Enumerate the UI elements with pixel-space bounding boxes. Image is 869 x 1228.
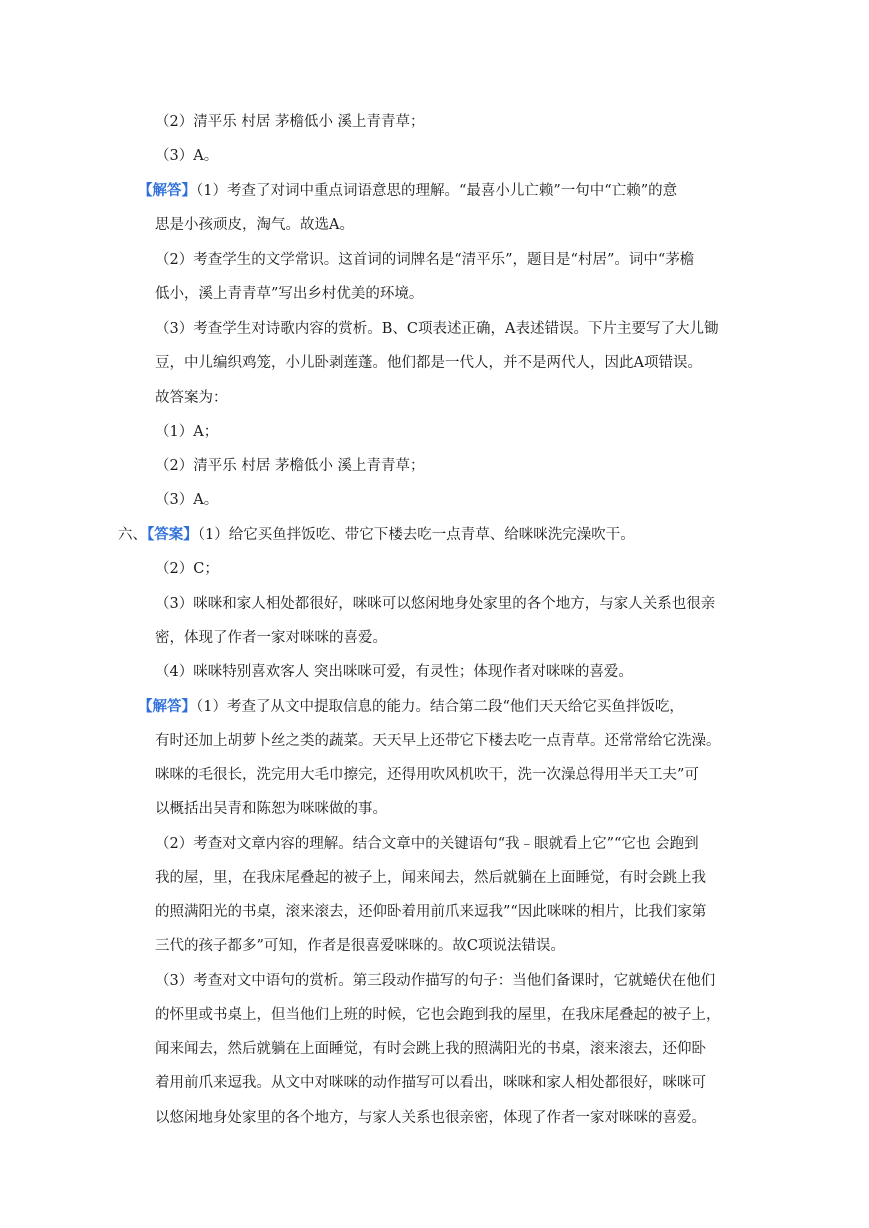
analysis-text-line: （2）考查学生的文学常识。这首词的词牌名是“清平乐”，题目是“村居”。词中“茅檐 (155, 252, 695, 268)
section-number: 六、 (118, 527, 147, 543)
analysis-paragraph-1 (138, 181, 677, 201)
analysis-text-line: 闻来闻去，然后就躺在上面睡觉，有时会跳上我的照满阳光的书桌，滚来滚去，还仰卧 (155, 1041, 706, 1057)
analysis-text-line: 咪咪的毛很长，洗完用大毛巾擦完，还得用吹风机吹干，洗一次澡总得用半天工夫”可 (155, 767, 699, 783)
analysis-text-line: 有时还加上胡萝卜丝之类的蔬菜。天天早上还带它下楼去吃一点青草。还常常给它洗澡。 (155, 733, 721, 749)
analysis-text-line: 思是小孩顽皮，淘气。故选A。 (155, 217, 354, 233)
analysis-text-line: 三代的孩子都多”可知，作者是很喜爱咪咪的。故C项说法错误。 (155, 938, 566, 954)
analysis-text-line: 的照满阳光的书桌，滚来滚去，还仰卧着用前爪来逗我”“因此咪咪的相片，比我们家第 (155, 904, 707, 920)
analysis-text: （1）考查了从文中提取信息的能力。结合第二段“他们天天给它买鱼拌饭吃， (196, 699, 684, 715)
analysis-text-line: 我的屋，里，在我床尾叠起的被子上，闻来闻去，然后就躺在上面睡觉，有时会跳上我 (155, 870, 706, 886)
analysis-text-line: 低小，溪上青青草”写出乡村优美的环境。 (155, 286, 424, 302)
section6-answer-3: （3）咪咪和家人相处都很好，咪咪可以悠闲地身处家里的各个地方，与家人关系也很亲 (155, 596, 716, 612)
analysis-text-line: 以悠闲地身处家里的各个地方，与家人关系也很亲密，体现了作者一家对咪咪的喜爱。 (155, 1110, 706, 1126)
analysis-text-line: 以概括出吴青和陈恕为咪咪做的事。 (155, 801, 387, 817)
analysis-tag: 【解答】 (138, 698, 196, 715)
section6-answer-line (118, 525, 635, 545)
analysis-text-line: （3）考查学生对诗歌内容的赏析。B、C项表述正确，A表述错误。下片主要写了大儿锄 (155, 321, 719, 337)
final-answer-2: （2）清平乐 村居 茅檐低小 溪上青青草； (155, 458, 425, 474)
analysis-text-line: 着用前爪来逗我。从文中对咪咪的动作描写可以看出，咪咪和家人相处都很好，咪咪可 (155, 1075, 706, 1091)
answer-tag: 【答案】 (147, 526, 198, 543)
conclusion-label: 故答案为： (155, 390, 228, 406)
analysis-tag: 【解答】 (138, 182, 196, 199)
analysis-text-line: 的怀里或书桌上，但当他们上班的时候，它也会跑到我的屋里，在我床尾叠起的被子上， (155, 1007, 721, 1023)
answer-text: （1）给它买鱼拌饭吃、带它下楼去吃一点青草、给咪咪洗完澡吹干。 (197, 527, 635, 543)
analysis-text-line: （2）考查对文章内容的理解。结合文章中的关键语句“我﹣眼就看上它”“它也 会跑到 (155, 836, 699, 852)
answer-q3-line: （3）A。 (155, 148, 219, 164)
final-answer-3: （3）A。 (155, 492, 219, 508)
section6-answer-4: （4）咪咪特别喜欢客人 突出咪咪可爱，有灵性；体现作者对咪咪的喜爱。 (155, 664, 633, 680)
analysis-text-line: （3）考查对文中语句的赏析。第三段动作描写的句子：当他们备课时，它就蜷伏在他们 (155, 973, 716, 989)
analysis-text-line: 豆，中儿编织鸡笼，小儿卧剥莲蓬。他们都是一代人，并不是两代人，因此A项错误。 (155, 355, 702, 371)
final-answer-1: （1）A； (155, 424, 219, 440)
section6-answer-3-cont: 密，体现了作者一家对咪咪的喜爱。 (155, 630, 387, 646)
answer-q2-line: （2）清平乐 村居 茅檐低小 溪上青青草； (155, 114, 425, 130)
analysis-text: （1）考查了对词中重点词语意思的理解。“最喜小儿亡赖”一句中“亡赖”的意 (196, 183, 678, 199)
section6-answer-2: （2）C； (155, 561, 219, 577)
section6-analysis-1 (138, 697, 684, 717)
